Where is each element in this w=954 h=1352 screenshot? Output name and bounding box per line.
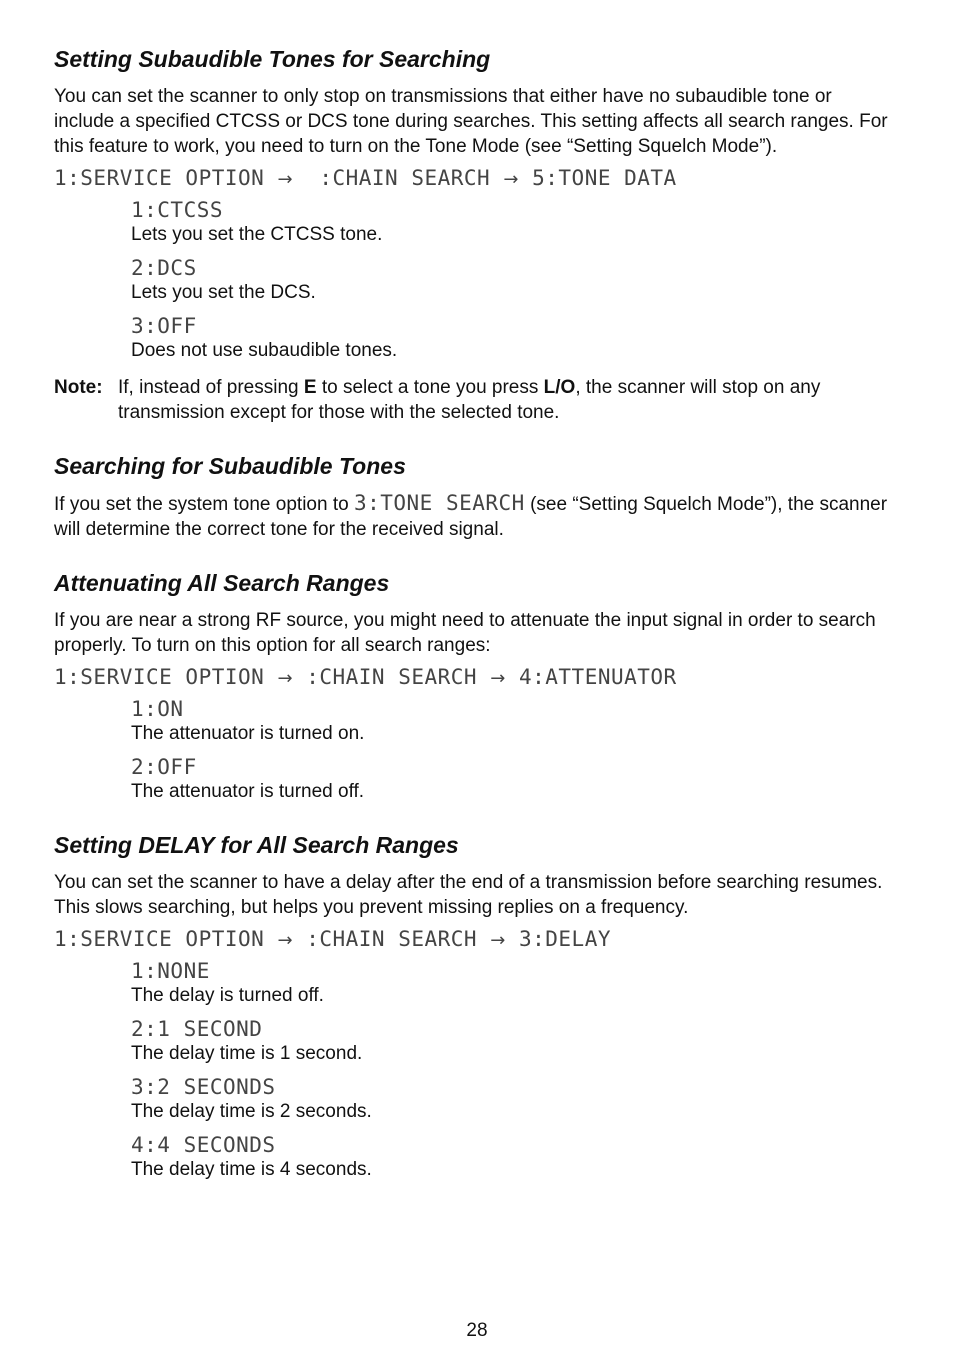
menu-option — [131, 754, 894, 804]
section-heading: Searching for Subaudible Tones — [54, 453, 406, 479]
arrow-icon: → — [490, 930, 506, 951]
option-description: The delay is turned off. — [131, 985, 324, 1006]
section-paragraph — [54, 491, 894, 542]
menu-step: 1:SERVICE OPTION — [54, 166, 265, 190]
section-paragraph: You can set the scanner to only stop on transmissions that either have no subaudible tone or include a specified CTCSS or DCS tone during searches. This setting affects all search ranges. For this feature to work, you need to turn on the Tone Mode (see “Setting Squelch Mode”). — [54, 86, 888, 157]
note-label: Note: — [54, 377, 103, 398]
menu-option — [131, 1132, 894, 1182]
option-description: Lets you set the CTCSS tone. — [131, 224, 383, 245]
option-code: 2:OFF — [131, 755, 197, 779]
page-number: 28 — [466, 1320, 488, 1341]
arrow-icon: → — [490, 668, 506, 689]
option-code: 4:4 SECONDS — [131, 1133, 276, 1157]
menu-option — [131, 313, 894, 363]
note-text-part: to select a tone you press — [316, 377, 544, 398]
menu-option — [131, 958, 894, 1008]
option-code: 2:1 SECOND — [131, 1017, 263, 1041]
option-description: Does not use subaudible tones. — [131, 340, 398, 361]
paragraph-part: (see “Setting Squelch Mode”), the scanner will determine the correct tone for the received signal. — [54, 494, 888, 540]
menu-option — [131, 1016, 894, 1066]
paragraph-part: If you set the system tone option to — [54, 494, 354, 515]
menu-step: 1:SERVICE OPTION — [54, 927, 265, 951]
option-code: 2:DCS — [131, 256, 197, 280]
menu-option — [131, 255, 894, 305]
option-code: 3:2 SECONDS — [131, 1075, 276, 1099]
option-description: The attenuator is turned on. — [131, 723, 365, 744]
section-attenuating — [54, 568, 894, 804]
inline-code: 3:TONE SEARCH — [353, 491, 525, 515]
menu-step: :CHAIN SEARCH — [319, 166, 491, 190]
menu-option — [131, 197, 894, 247]
option-code: 1:NONE — [131, 959, 210, 983]
option-description: The delay time is 4 seconds. — [131, 1159, 372, 1180]
menu-option — [131, 1074, 894, 1124]
option-description: The delay time is 1 second. — [131, 1043, 363, 1064]
section-searching-tones — [54, 451, 894, 542]
note-block — [54, 375, 894, 425]
menu-path — [54, 165, 894, 193]
menu-path — [54, 664, 894, 692]
option-description: The attenuator is turned off. — [131, 781, 365, 802]
document-page — [54, 44, 894, 1208]
key-e: E — [303, 377, 317, 398]
section-heading: Attenuating All Search Ranges — [54, 570, 390, 596]
section-delay — [54, 830, 894, 1182]
arrow-icon: → — [503, 169, 519, 190]
section-paragraph: If you are near a strong RF source, you might need to attenuate the input signal in order to search properly. To turn on this option for all search ranges: — [54, 610, 876, 656]
arrow-icon: → — [277, 668, 294, 689]
arrow-icon: → — [277, 169, 294, 190]
option-code: 1:CTCSS — [131, 198, 224, 222]
option-description: The delay time is 2 seconds. — [131, 1101, 372, 1122]
section-paragraph: You can set the scanner to have a delay after the end of a transmission before searching resumes. This slows searching, but helps you prevent missing replies on a frequency. — [54, 872, 883, 918]
option-code: 1:ON — [131, 697, 184, 721]
menu-path — [54, 926, 894, 954]
menu-step: :CHAIN SEARCH — [306, 927, 478, 951]
note-text — [118, 375, 894, 425]
section-heading: Setting Subaudible Tones for Searching — [54, 46, 491, 72]
menu-step: 3:DELAY — [518, 927, 611, 951]
menu-step: 4:ATTENUATOR — [518, 665, 677, 689]
menu-option — [131, 696, 894, 746]
section-subaudible-tones — [54, 44, 894, 425]
key-lo: L/O — [543, 377, 576, 398]
menu-step: 5:TONE DATA — [532, 166, 677, 190]
option-code: 3:OFF — [131, 314, 197, 338]
option-description: Lets you set the DCS. — [131, 282, 316, 303]
menu-step: :CHAIN SEARCH — [306, 665, 478, 689]
menu-step: 1:SERVICE OPTION — [54, 665, 265, 689]
note-text-part: , the scanner will stop on any transmission except for those with the selected tone. — [118, 377, 821, 423]
section-heading: Setting DELAY for All Search Ranges — [54, 832, 459, 858]
arrow-icon: → — [277, 930, 294, 951]
note-text-part: If, instead of pressing — [118, 377, 304, 398]
